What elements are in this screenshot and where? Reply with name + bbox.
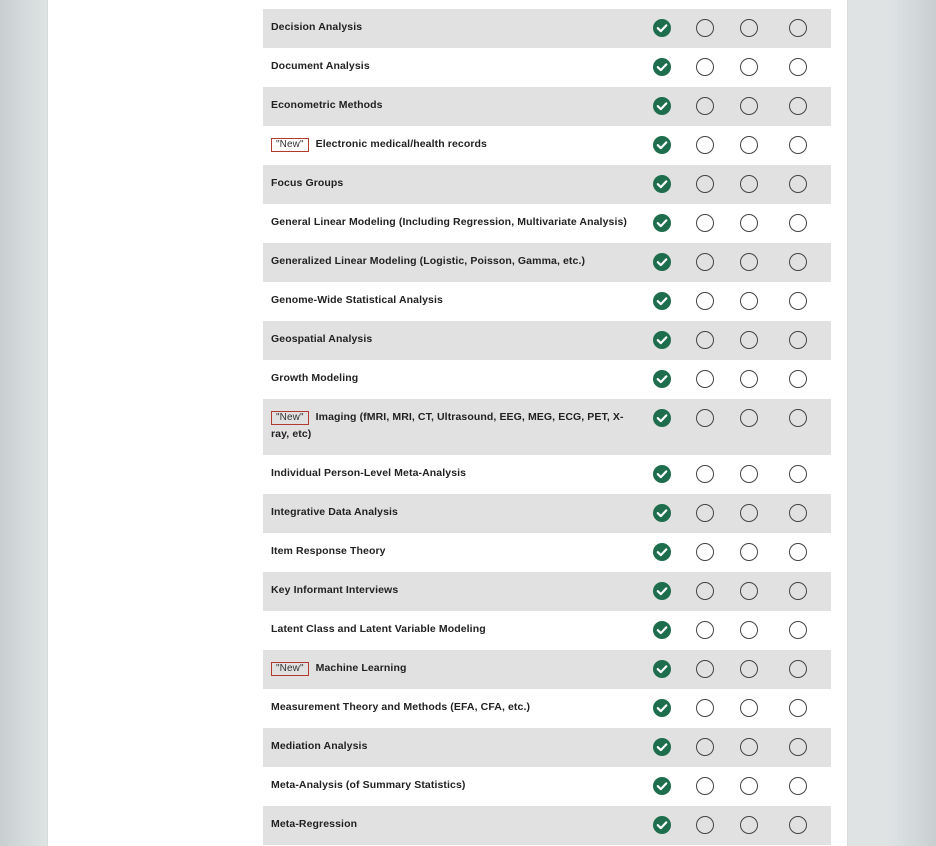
- radio-option-selected[interactable]: [653, 504, 671, 522]
- rating-options: [641, 253, 831, 271]
- new-badge: "New": [271, 662, 309, 676]
- row-label-text: General Linear Modeling (Including Regression, Multivariate Analysis): [271, 216, 627, 228]
- radio-option-selected[interactable]: [653, 253, 671, 271]
- radio-option[interactable]: [696, 543, 714, 561]
- row-label-text: Electronic medical/health records: [315, 138, 487, 150]
- radio-option-selected[interactable]: [653, 214, 671, 232]
- radio-option-selected[interactable]: [653, 777, 671, 795]
- row-label-text: Key Informant Interviews: [271, 584, 399, 596]
- rating-options: [641, 214, 831, 232]
- table-top-strip: [263, 0, 831, 9]
- row-label: [263, 19, 641, 36]
- radio-option-selected[interactable]: [653, 816, 671, 834]
- checkmark-icon: [653, 699, 671, 717]
- rating-options: [641, 777, 831, 795]
- row-label-text: Focus Groups: [271, 177, 344, 189]
- radio-option[interactable]: [696, 136, 714, 154]
- radio-option-selected[interactable]: [653, 331, 671, 349]
- checkmark-icon: [653, 582, 671, 600]
- radio-option[interactable]: [740, 504, 758, 522]
- row-label: [263, 331, 641, 348]
- radio-option[interactable]: [696, 699, 714, 717]
- radio-option-selected[interactable]: [653, 136, 671, 154]
- row-label: [263, 370, 641, 387]
- new-badge: "New": [271, 411, 309, 425]
- radio-option[interactable]: [696, 582, 714, 600]
- row-label: [263, 504, 641, 521]
- table-row: [263, 767, 831, 806]
- checkmark-icon: [653, 543, 671, 561]
- row-label: [263, 816, 641, 833]
- rating-options: [641, 621, 831, 639]
- radio-option-selected[interactable]: [653, 660, 671, 678]
- checkmark-icon: [653, 816, 671, 834]
- radio-option[interactable]: [789, 816, 807, 834]
- new-badge: "New": [271, 138, 309, 152]
- rating-options: [641, 582, 831, 600]
- radio-option[interactable]: [740, 465, 758, 483]
- radio-option[interactable]: [789, 214, 807, 232]
- radio-option[interactable]: [696, 409, 714, 427]
- row-label: [263, 175, 641, 192]
- radio-option[interactable]: [789, 465, 807, 483]
- checkmark-icon: [653, 738, 671, 756]
- radio-option[interactable]: [696, 816, 714, 834]
- table-row: [263, 282, 831, 321]
- radio-option[interactable]: [740, 58, 758, 76]
- radio-option[interactable]: [740, 543, 758, 561]
- rating-options: [641, 19, 831, 37]
- radio-option[interactable]: [789, 582, 807, 600]
- row-label-text: Individual Person-Level Meta-Analysis: [271, 467, 467, 479]
- table-row: [263, 494, 831, 533]
- radio-option-selected[interactable]: [653, 58, 671, 76]
- checkmark-icon: [653, 253, 671, 271]
- rating-options: [641, 97, 831, 115]
- radio-option[interactable]: [696, 292, 714, 310]
- radio-option[interactable]: [740, 621, 758, 639]
- radio-option-selected[interactable]: [653, 97, 671, 115]
- radio-option[interactable]: [789, 253, 807, 271]
- radio-option[interactable]: [789, 58, 807, 76]
- radio-option[interactable]: [696, 777, 714, 795]
- row-label: [263, 409, 641, 443]
- table-row: [263, 806, 831, 845]
- radio-option[interactable]: [696, 19, 714, 37]
- checkmark-icon: [653, 660, 671, 678]
- row-label: [263, 465, 641, 482]
- checkmark-icon: [653, 777, 671, 795]
- radio-option-selected[interactable]: [653, 738, 671, 756]
- table-row: [263, 48, 831, 87]
- table-row: [263, 611, 831, 650]
- rating-options: [641, 175, 831, 193]
- rating-options: [641, 660, 831, 678]
- radio-option[interactable]: [696, 175, 714, 193]
- row-label-text: Meta-Regression: [271, 818, 358, 830]
- row-label: [263, 582, 641, 599]
- table-row: [263, 533, 831, 572]
- table-row: [263, 165, 831, 204]
- radio-option[interactable]: [789, 660, 807, 678]
- row-label-text: Meta-Analysis (of Summary Statistics): [271, 779, 466, 791]
- radio-option[interactable]: [789, 292, 807, 310]
- row-label-text: Decision Analysis: [271, 21, 363, 33]
- radio-option[interactable]: [740, 777, 758, 795]
- rating-options: [641, 816, 831, 834]
- radio-option[interactable]: [696, 253, 714, 271]
- rating-options: [641, 504, 831, 522]
- radio-option-selected[interactable]: [653, 370, 671, 388]
- radio-option[interactable]: [696, 621, 714, 639]
- row-label: [263, 253, 641, 270]
- table-row: [263, 572, 831, 611]
- table-row: [263, 204, 831, 243]
- radio-option[interactable]: [740, 214, 758, 232]
- row-label: [263, 136, 641, 153]
- table-row: [263, 87, 831, 126]
- table-row: [263, 455, 831, 494]
- radio-option-selected[interactable]: [653, 465, 671, 483]
- checkmark-icon: [653, 19, 671, 37]
- radio-option[interactable]: [740, 660, 758, 678]
- row-label: [263, 777, 641, 794]
- checkmark-icon: [653, 331, 671, 349]
- radio-option[interactable]: [696, 504, 714, 522]
- row-label: [263, 58, 641, 75]
- rating-options: [641, 58, 831, 76]
- table-row: [263, 728, 831, 767]
- radio-option[interactable]: [696, 331, 714, 349]
- rating-options: [641, 699, 831, 717]
- radio-option-selected[interactable]: [653, 409, 671, 427]
- checkmark-icon: [653, 465, 671, 483]
- checkmark-icon: [653, 409, 671, 427]
- radio-option-selected[interactable]: [653, 621, 671, 639]
- radio-option[interactable]: [740, 582, 758, 600]
- radio-option[interactable]: [740, 409, 758, 427]
- checkmark-icon: [653, 292, 671, 310]
- radio-option[interactable]: [740, 19, 758, 37]
- radio-option[interactable]: [789, 738, 807, 756]
- radio-option[interactable]: [789, 777, 807, 795]
- radio-option[interactable]: [740, 136, 758, 154]
- table-row: [263, 321, 831, 360]
- radio-option[interactable]: [740, 175, 758, 193]
- rating-options: [641, 465, 831, 483]
- radio-option-selected[interactable]: [653, 292, 671, 310]
- radio-option[interactable]: [789, 19, 807, 37]
- rating-options: [641, 331, 831, 349]
- radio-option[interactable]: [696, 660, 714, 678]
- radio-option[interactable]: [789, 504, 807, 522]
- row-label-text: Item Response Theory: [271, 545, 386, 557]
- row-label-text: Measurement Theory and Methods (EFA, CFA, etc.): [271, 701, 531, 713]
- table-row: [263, 360, 831, 399]
- radio-option[interactable]: [740, 699, 758, 717]
- row-label: [263, 660, 641, 677]
- radio-option[interactable]: [789, 370, 807, 388]
- row-label-text: Integrative Data Analysis: [271, 506, 398, 518]
- rating-options: [641, 292, 831, 310]
- table-row: [263, 399, 831, 455]
- radio-option[interactable]: [740, 370, 758, 388]
- radio-option[interactable]: [696, 97, 714, 115]
- checkmark-icon: [653, 136, 671, 154]
- radio-option[interactable]: [696, 58, 714, 76]
- radio-option[interactable]: [789, 699, 807, 717]
- row-label-text: Imaging (fMRI, MRI, CT, Ultrasound, EEG, MEG, ECG, PET, X-ray, etc): [271, 411, 624, 440]
- checkmark-icon: [653, 58, 671, 76]
- radio-option[interactable]: [696, 370, 714, 388]
- radio-option-selected[interactable]: [653, 543, 671, 561]
- radio-option-selected[interactable]: [653, 19, 671, 37]
- row-label: [263, 292, 641, 309]
- table-row: [263, 126, 831, 165]
- table-row: [263, 650, 831, 689]
- radio-option[interactable]: [740, 738, 758, 756]
- row-label-text: Mediation Analysis: [271, 740, 368, 752]
- checkmark-icon: [653, 175, 671, 193]
- radio-option[interactable]: [789, 621, 807, 639]
- radio-option[interactable]: [740, 816, 758, 834]
- row-label: [263, 738, 641, 755]
- radio-option[interactable]: [696, 738, 714, 756]
- row-label-text: Genome-Wide Statistical Analysis: [271, 294, 443, 306]
- row-label-text: Geospatial Analysis: [271, 333, 373, 345]
- radio-option-selected[interactable]: [653, 699, 671, 717]
- radio-option[interactable]: [696, 465, 714, 483]
- table-row: [263, 689, 831, 728]
- methods-rating-table: [263, 0, 831, 845]
- checkmark-icon: [653, 621, 671, 639]
- rating-options: [641, 738, 831, 756]
- row-label-text: Growth Modeling: [271, 372, 359, 384]
- rating-options: [641, 543, 831, 561]
- row-label-text: Generalized Linear Modeling (Logistic, Poisson, Gamma, etc.): [271, 255, 586, 267]
- radio-option[interactable]: [789, 543, 807, 561]
- radio-option[interactable]: [696, 214, 714, 232]
- radio-option[interactable]: [740, 331, 758, 349]
- rating-options: [641, 370, 831, 388]
- radio-option[interactable]: [789, 136, 807, 154]
- checkmark-icon: [653, 370, 671, 388]
- checkmark-icon: [653, 214, 671, 232]
- table-row: [263, 9, 831, 48]
- radio-option[interactable]: [789, 331, 807, 349]
- row-label: [263, 621, 641, 638]
- radio-option[interactable]: [740, 97, 758, 115]
- radio-option[interactable]: [789, 175, 807, 193]
- row-label: [263, 543, 641, 560]
- radio-option-selected[interactable]: [653, 175, 671, 193]
- row-label: [263, 214, 641, 231]
- row-label-text: Econometric Methods: [271, 99, 383, 111]
- rating-options: [641, 136, 831, 154]
- checkmark-icon: [653, 504, 671, 522]
- radio-option[interactable]: [789, 97, 807, 115]
- table-row: [263, 243, 831, 282]
- radio-option[interactable]: [789, 409, 807, 427]
- row-label: [263, 97, 641, 114]
- row-label-text: Document Analysis: [271, 60, 370, 72]
- row-label: [263, 699, 641, 716]
- radio-option[interactable]: [740, 253, 758, 271]
- row-label-text: Latent Class and Latent Variable Modeling: [271, 623, 486, 635]
- radio-option-selected[interactable]: [653, 582, 671, 600]
- checkmark-icon: [653, 97, 671, 115]
- radio-option[interactable]: [740, 292, 758, 310]
- row-label-text: Machine Learning: [315, 662, 407, 674]
- rating-options: [641, 409, 831, 427]
